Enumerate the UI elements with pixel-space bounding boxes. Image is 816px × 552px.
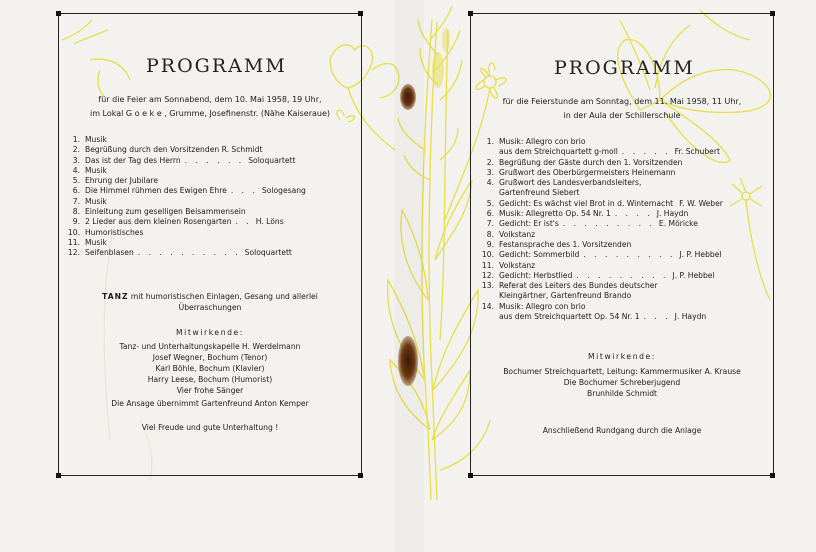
item-text: Kleingärtner, Gartenfreund Brando	[499, 291, 632, 301]
ansage-text: Die Ansage übernimmt Gartenfreund Anton Kemper	[111, 399, 309, 408]
intro-line: in der Aula der Schillerschule	[563, 111, 681, 120]
program-item	[66, 135, 356, 145]
program-item	[480, 250, 770, 260]
item-performer: J. Haydn	[656, 209, 689, 219]
program-item	[480, 137, 770, 147]
item-leader-dots: . . .	[230, 186, 258, 196]
item-number: 6.	[486, 209, 494, 219]
item-number: 11.	[481, 260, 494, 270]
item-text: Grußwort des Oberbürgermeisters Heinemann	[499, 167, 676, 177]
item-number: 10.	[67, 227, 80, 237]
item-number: 3.	[486, 167, 494, 177]
program-item	[66, 176, 356, 186]
mitwirkende-line: Josef Wegner, Bochum (Tenor)	[152, 353, 268, 362]
item-text: aus dem Streichquartett Op. 54 Nr. 1	[499, 312, 640, 322]
item-number: 11.	[67, 237, 80, 247]
item-text: Die Himmel rühmen des Ewigen Ehre	[85, 186, 227, 196]
item-number: 9.	[72, 217, 80, 227]
left-program-panel	[58, 13, 362, 489]
item-text: Musik: Allegro con brio	[499, 137, 586, 146]
program-item	[480, 261, 770, 271]
intro-line: im Lokal G o e k e , Grumme, Josefinenstr. (Nähe Kaiseraue)	[89, 109, 330, 118]
intro-line: für die Feier am Sonnabend, dem 10. Mai 1958, 19 Uhr,	[98, 95, 322, 104]
item-text: Musik	[85, 196, 107, 206]
item-text: Grußwort des Landesverbandsleiters,	[499, 178, 642, 188]
item-performer: Sologesang	[261, 186, 306, 196]
item-performer: J. P. Hebbel	[672, 270, 715, 280]
item-performer: Soloquartett	[248, 155, 296, 165]
item-performer: J. Haydn	[674, 312, 707, 322]
item-text: Seifenblasen	[85, 248, 134, 258]
page-title: PROGRAMM	[146, 55, 287, 77]
item-number: 7.	[486, 219, 494, 229]
mitwirkende-line: Die Bochumer Schreberjugend	[563, 378, 681, 387]
mitwirkende-line: Harry Leese, Bochum (Humorist)	[147, 375, 273, 384]
item-text: Begrüßung durch den Vorsitzenden R. Schmidt	[85, 145, 263, 155]
item-number: 8.	[486, 229, 494, 239]
mitwirkende-line: Brunhilde Schmidt	[586, 389, 657, 398]
right-program-panel	[470, 13, 774, 489]
item-number	[480, 312, 494, 322]
program-item	[480, 240, 770, 250]
item-text: Das ist der Tag des Herrn	[85, 155, 181, 165]
mitwirkende-line: Karl Böhle, Bochum (Klavier)	[155, 364, 265, 373]
tanz-note	[58, 291, 362, 313]
item-text: Humoristisches	[85, 227, 144, 237]
item-number: 14.	[481, 301, 494, 311]
program-item	[66, 238, 356, 248]
tanz-text: mit humoristischen Einlagen, Gesang und allerlei	[130, 292, 318, 301]
mitwirkende-block	[58, 327, 362, 396]
item-performer: Fr. Schubert	[674, 147, 720, 157]
item-performer: H. Löns	[255, 217, 284, 227]
item-number: 9.	[486, 239, 494, 249]
program-item	[480, 302, 770, 312]
mitwirkende-line: Tanz- und Unterhaltungskapelle H. Werdelmann	[119, 342, 301, 351]
item-number	[480, 291, 494, 301]
item-leader-dots: . . . . . . . . .	[583, 250, 676, 260]
program-item	[66, 197, 356, 207]
program-item	[480, 209, 770, 219]
closing-text: Viel Freude und gute Unterhaltung !	[141, 423, 279, 432]
mitwirkende-heading: Mitwirkende:	[588, 352, 656, 361]
item-text: Musik	[85, 237, 107, 247]
item-leader-dots: . . . . . . . . .	[562, 219, 655, 229]
item-number: 4.	[72, 165, 80, 175]
program-item	[66, 166, 356, 176]
item-number: 1.	[486, 137, 494, 146]
item-text: Musik: Allegretto Op. 54 Nr. 1	[499, 209, 611, 219]
item-text: Einleitung zum geselligen Beisammensein	[85, 207, 246, 217]
item-number: 1.	[72, 135, 80, 144]
item-text: Gedicht: Es wächst viel Brot in d. Winternacht	[499, 198, 674, 208]
item-text: Gedicht: Herbstlied	[499, 270, 573, 280]
item-text: Musik: Allegro con brio	[499, 301, 586, 311]
program-item	[66, 145, 356, 155]
item-performer: Soloquartett	[244, 248, 292, 258]
program-item	[480, 168, 770, 178]
intro-text	[58, 93, 362, 121]
intro-line: für die Feierstunde am Sonntag, dem 11. Mai 1958, 11 Uhr,	[502, 97, 742, 106]
item-text: Musik	[85, 165, 107, 175]
item-text: Volkstanz	[499, 260, 536, 270]
item-performer: E. Möricke	[658, 219, 698, 229]
item-leader-dots: . . . .	[614, 209, 653, 219]
program-item	[480, 271, 770, 281]
program-item	[480, 199, 770, 209]
program-list	[480, 137, 770, 322]
program-item	[66, 228, 356, 238]
item-text: Gartenfreund Siebert	[499, 188, 580, 198]
program-item	[480, 281, 770, 291]
page-title: PROGRAMM	[554, 57, 695, 79]
item-number: 13.	[481, 281, 494, 291]
item-number: 7.	[72, 196, 80, 206]
item-text: aus dem Streichquartett g-moll	[499, 147, 618, 157]
program-item	[480, 219, 770, 229]
intro-text	[470, 95, 774, 123]
item-text: Ehrung der Jubilare	[85, 176, 158, 186]
item-number: 5.	[486, 198, 494, 208]
item-leader-dots: . . .	[643, 312, 671, 322]
item-text: Volkstanz	[499, 229, 536, 239]
program-item	[66, 217, 356, 227]
program-item	[480, 312, 770, 322]
item-text: Festansprache des 1. Vorsitzenden	[499, 239, 632, 249]
item-number: 4.	[486, 178, 494, 188]
program-item	[66, 248, 356, 258]
closing-text: Anschließend Rundgang durch die Anlage	[542, 426, 702, 435]
item-number: 6.	[72, 186, 80, 196]
item-leader-dots: . . . . . . . . .	[576, 270, 669, 280]
tanz-text-line2: Überraschungen	[178, 303, 242, 312]
program-item	[66, 186, 356, 196]
item-number: 3.	[72, 155, 80, 165]
program-item	[66, 156, 356, 166]
program-item	[480, 158, 770, 168]
item-number	[480, 188, 494, 198]
item-text: Gedicht: Er ist's	[499, 219, 559, 229]
item-text: Referat des Leiters des Bundes deutscher	[499, 281, 658, 291]
program-item	[480, 230, 770, 240]
item-number: 12.	[481, 270, 494, 280]
program-item	[480, 291, 770, 301]
burn-stain-top	[400, 84, 416, 110]
item-text: 2 Lieder aus dem kleinen Rosengarten	[85, 217, 232, 227]
item-number: 12.	[67, 248, 80, 258]
mitwirkende-line: Vier frohe Sänger	[176, 386, 244, 395]
item-text: Gedicht: Sommerbild	[499, 250, 580, 260]
item-number: 5.	[72, 176, 80, 186]
burn-stain-bottom	[398, 336, 418, 386]
program-item	[480, 188, 770, 198]
mitwirkende-heading: Mitwirkende:	[176, 328, 244, 337]
item-performer: J. P. Hebbel	[679, 250, 722, 260]
item-number: 2.	[486, 157, 494, 167]
program-item	[66, 207, 356, 217]
item-number: 8.	[72, 207, 80, 217]
program-list	[66, 135, 356, 259]
item-leader-dots: . . . . . . . . . .	[137, 248, 241, 258]
program-item	[480, 147, 770, 157]
item-performer: F. W. Weber	[679, 198, 723, 208]
item-leader-dots: . . . . .	[621, 147, 671, 157]
mitwirkende-block	[470, 351, 774, 399]
item-text: Musik	[85, 135, 107, 144]
item-leader-dots: . . . . . .	[184, 155, 245, 165]
item-number: 2.	[72, 145, 80, 155]
item-number	[480, 147, 494, 157]
tanz-word: TANZ	[102, 292, 129, 301]
item-number: 10.	[481, 250, 494, 260]
item-leader-dots: . .	[235, 217, 252, 227]
item-text: Begrüßung der Gäste durch den 1. Vorsitzenden	[499, 157, 683, 167]
program-item	[480, 178, 770, 188]
mitwirkende-line: Bochumer Streichquartett, Leitung: Kammermusiker A. Krause	[503, 367, 741, 376]
